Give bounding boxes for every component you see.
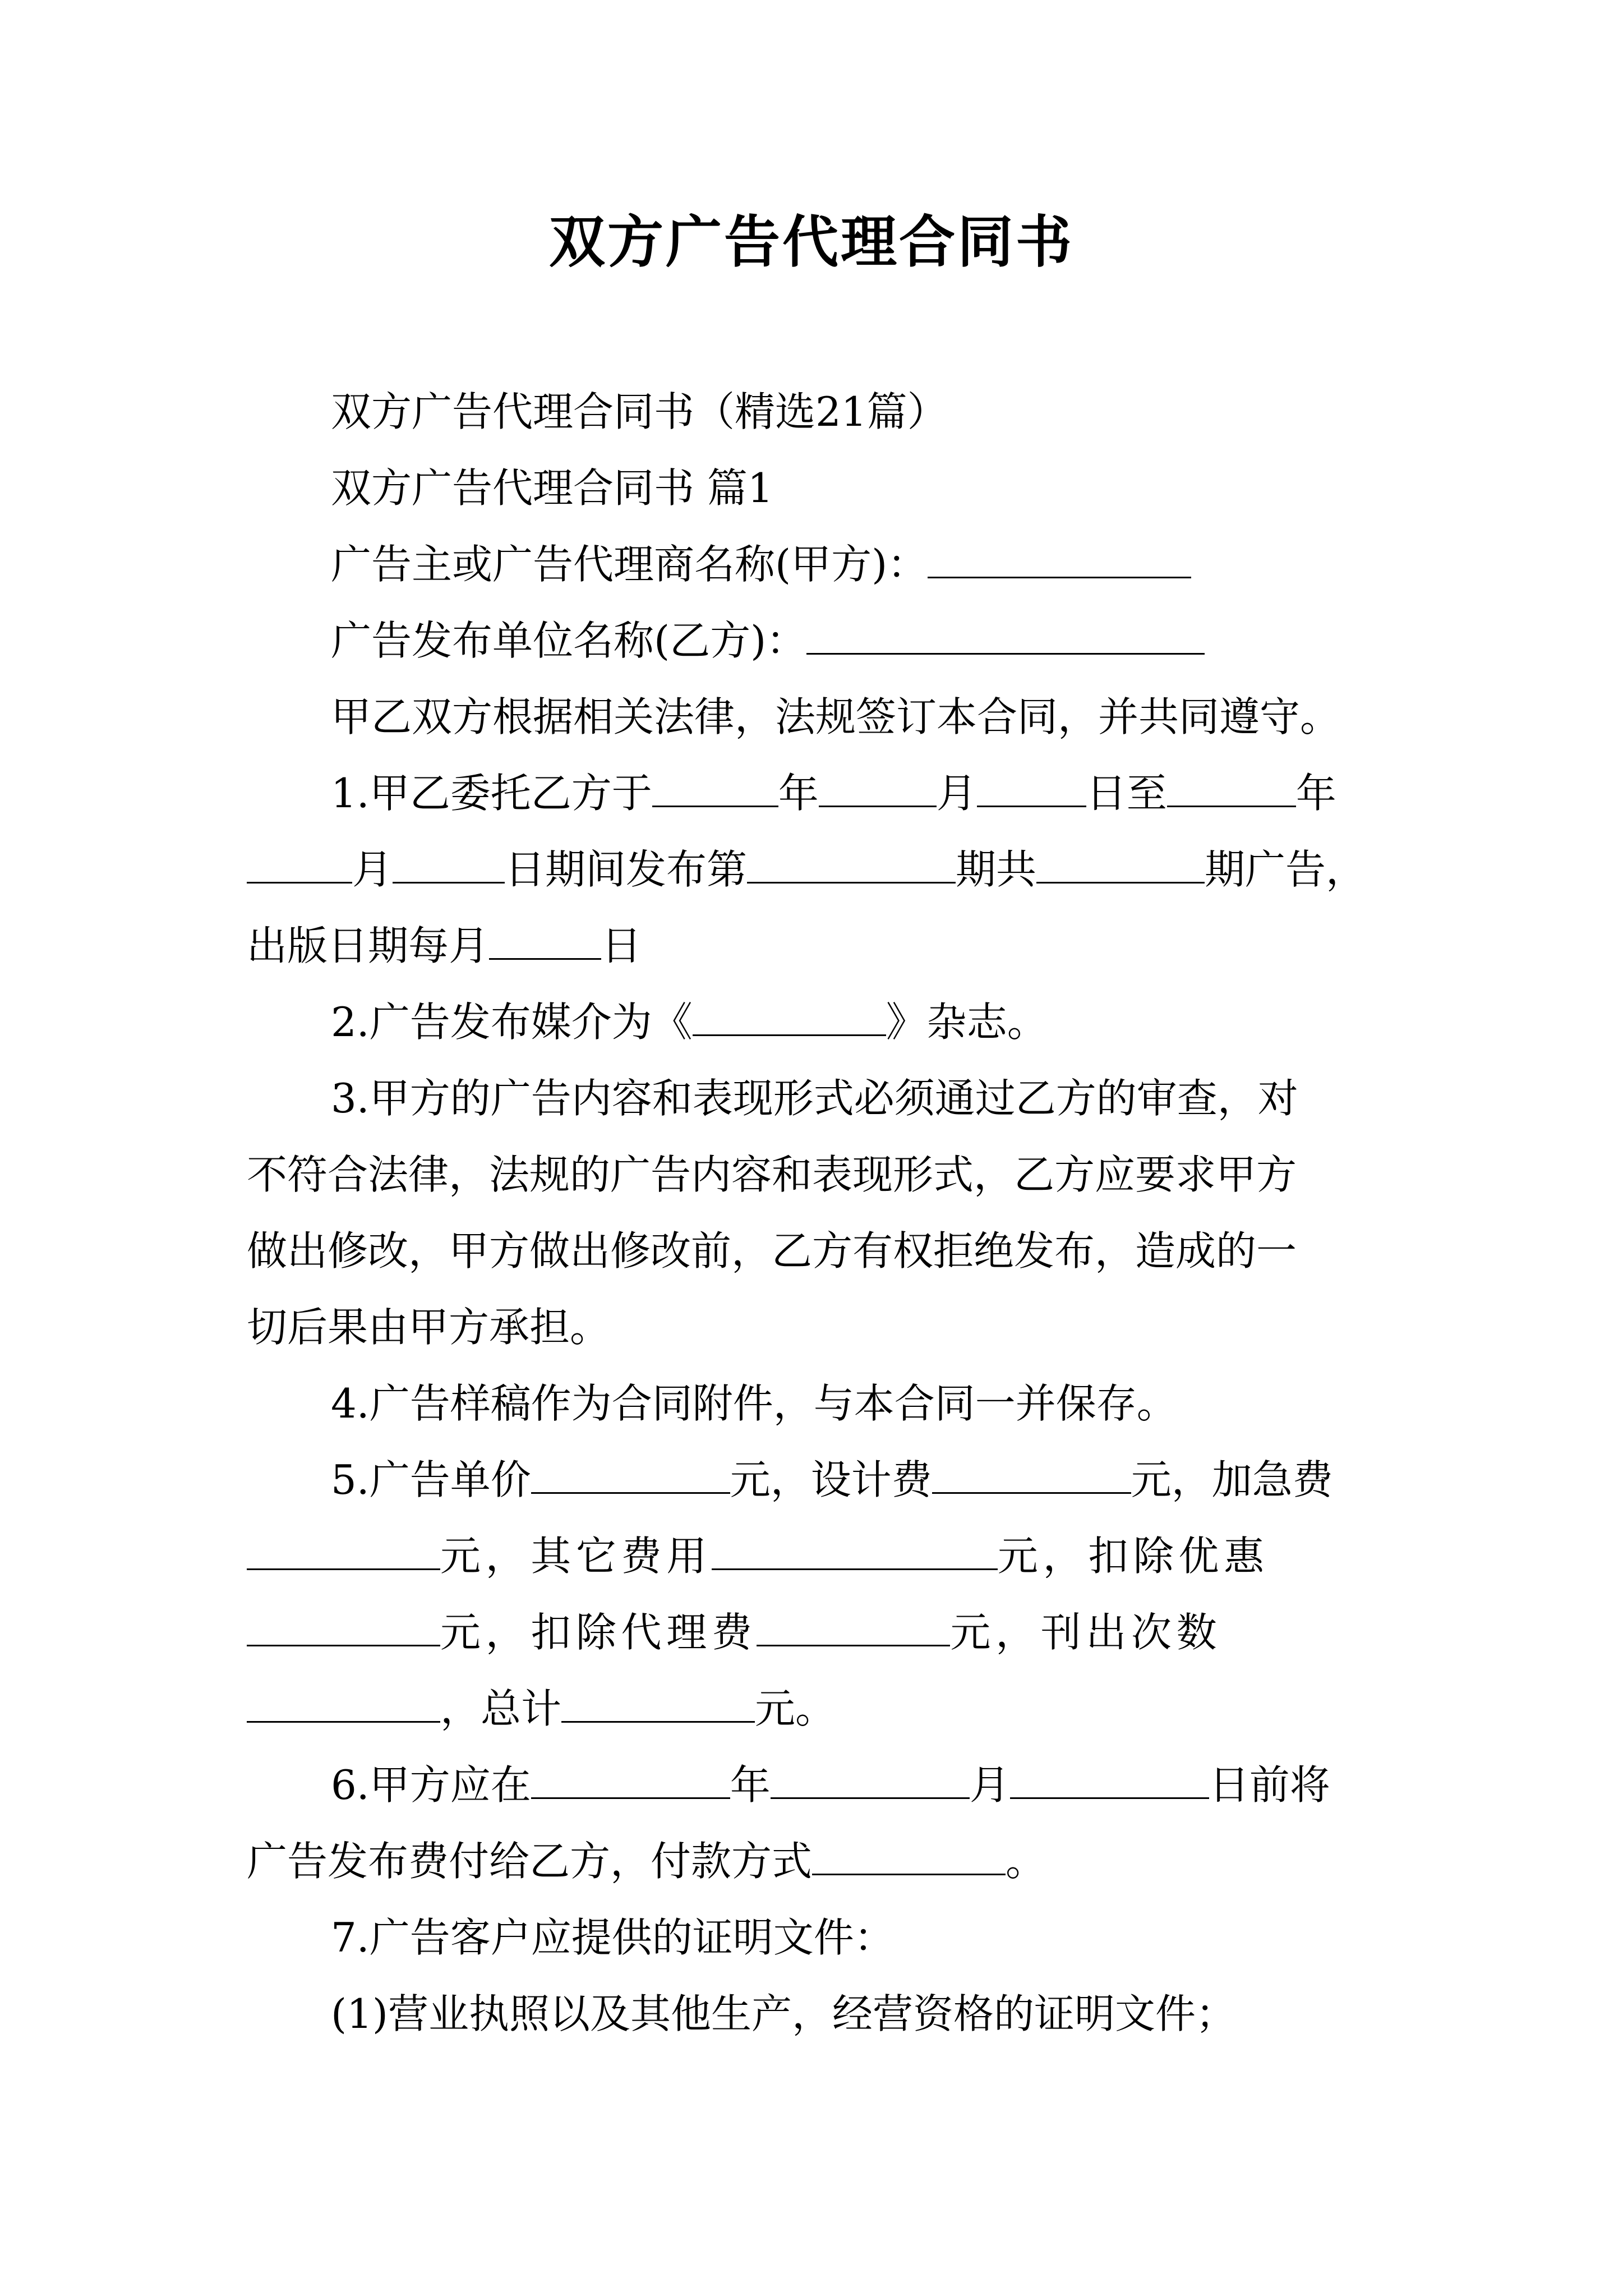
blank-field [1167,772,1296,807]
blank-field [531,1764,730,1799]
clause-1-line-1 [247,755,1377,831]
clause-text: 元，刊出次数 [950,1609,1222,1656]
blank-field [489,924,601,960]
clause-5-line-3 [247,1594,1377,1671]
party-a-label: 广告主或广告代理商名称(甲方)： [331,541,928,588]
clause-text: 期广告， [1205,846,1367,893]
clause-text: 日至 [1086,770,1167,817]
clause-text: 。 [1006,1838,1046,1885]
blank-field [712,1535,998,1570]
clause-5-line-4 [247,1671,1377,1747]
intro-paragraph: 甲乙双方根据相关法律，法规签订本合同，并共同遵守。 [331,693,1341,740]
clause-3-line-3: 做出修改，甲方做出修改前，乙方有权拒绝发布，造成的一 [247,1227,1297,1274]
blank-field [771,1764,970,1799]
clause-text: 元，加急费 [1131,1456,1333,1503]
clause-text: 月 [936,770,977,817]
clause-text: 1.甲乙委托乙方于 [331,770,652,817]
clause-1-line-2 [247,831,1377,908]
blank-field [747,848,956,884]
clause-3-line-4: 切后果由甲方承担。 [247,1304,611,1351]
clause-3-line-1: 3.甲方的广告内容和表现形式必须通过乙方的审查，对 [331,1075,1298,1122]
subtitle: 双方广告代理合同书（精选21篇） [331,388,948,435]
clause-text: 广告发布费付给乙方，付款方式 [247,1838,813,1885]
clause-text: ，总计 [440,1685,562,1732]
clause-text: 元，设计费 [730,1456,932,1503]
document-title: 双方广告代理合同书 [549,209,1074,275]
clause-text: 》杂志。 [886,999,1048,1046]
clause-text: 日前将 [1209,1761,1330,1809]
clause-5-line-2 [247,1518,1377,1594]
blank-field [819,772,937,807]
clause-6-line-1 [247,1747,1377,1823]
clause-text: 月 [352,846,393,893]
clause-text: 日 [601,922,642,969]
clause-text: 月 [969,1761,1010,1809]
blank-field [1010,1764,1209,1799]
clause-text: 日期间发布第 [505,846,748,893]
blank-field [693,1001,886,1036]
blank-field [247,1535,440,1570]
clause-text: 5.广告单价 [331,1456,531,1503]
blank-field [247,1687,440,1723]
blank-field [247,848,352,884]
clause-6-line-2 [247,1823,1377,1899]
blank-field [932,1458,1131,1494]
clause-text: 元，其它费用 [440,1533,712,1580]
party-b-label: 广告发布单位名称(乙方)： [331,617,807,664]
clause-text: 2.广告发布媒介为《 [331,999,693,1046]
clause-7: 7.广告客户应提供的证明文件： [331,1914,895,1961]
document-body [247,374,1377,2052]
clause-text: 元。 [755,1685,836,1732]
clause-text: 年 [730,1761,771,1809]
blank-field [393,848,505,884]
clause-text: 元，扣除代理费 [440,1609,757,1656]
clause-2 [247,984,1377,1060]
blank-field [812,1840,1006,1875]
party-a-line [247,526,1377,602]
clause-text: 元，扣除优惠 [997,1533,1269,1580]
clause-1-line-3 [247,908,1377,984]
blank-field [977,772,1086,807]
clause-4: 4.广告样稿作为合同附件，与本合同一并保存。 [331,1380,1177,1427]
clause-text: 出版日期每月 [247,922,490,969]
blank-field [561,1687,755,1723]
blank-field [757,1611,950,1646]
clause-text: 6.甲方应在 [331,1761,531,1809]
blank-field [1036,848,1205,884]
party-b-line [247,602,1377,679]
clause-3-line-2: 不符合法律，法规的广告内容和表现形式，乙方应要求甲方 [247,1151,1297,1198]
clause-7-item-1: (1)营业执照以及其他生产，经营资格的证明文件； [331,1990,1236,2037]
blank-field [806,619,1205,655]
clause-text: 年 [1295,770,1336,817]
clause-text: 期共 [956,846,1037,893]
blank-field [652,772,778,807]
clause-5-line-1 [247,1442,1377,1518]
blank-field [928,543,1191,578]
section-heading: 双方广告代理合同书 篇1 [331,464,773,512]
blank-field [531,1458,730,1494]
blank-field [247,1611,440,1646]
clause-text: 年 [778,770,819,817]
